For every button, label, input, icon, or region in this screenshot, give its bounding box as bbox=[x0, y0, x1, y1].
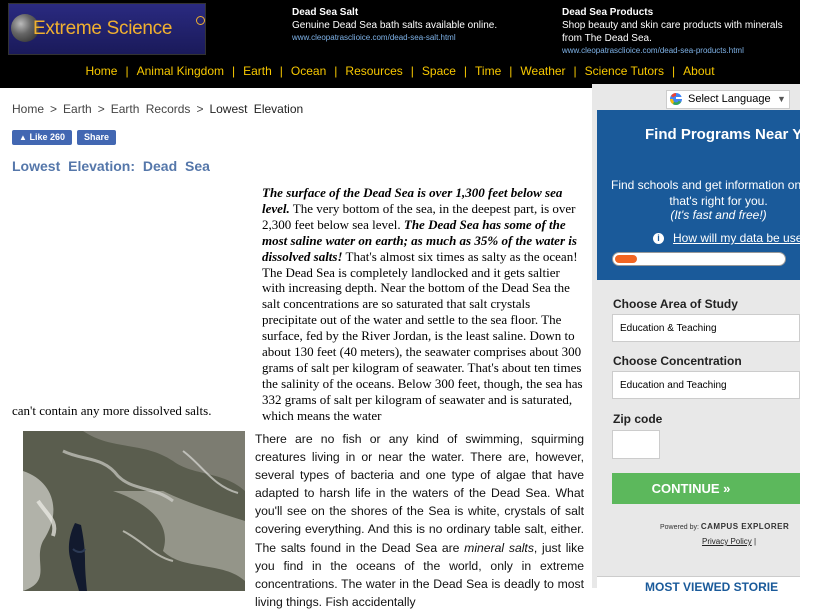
nav-weather[interactable]: Weather bbox=[520, 64, 566, 78]
nav-separator: | bbox=[410, 64, 414, 78]
area-of-study-select[interactable]: Education & Teaching bbox=[612, 314, 800, 342]
form-progress-bar bbox=[612, 252, 786, 266]
find-programs-subtitle-2: that's right for you. bbox=[669, 194, 768, 208]
breadcrumb-earth-records[interactable]: Earth Records bbox=[110, 102, 191, 116]
article-paragraph-1-tail: can't contain any more dissolved salts. bbox=[12, 403, 212, 418]
find-programs-title: Find Programs Near Yo bbox=[645, 126, 811, 143]
emphasis-mineral-salts: mineral salts bbox=[464, 540, 534, 555]
ad-url[interactable]: www.cleopatrasclioice.com/dead-sea-products.html bbox=[562, 46, 744, 55]
emphasis-surface: The surface of the Dead Sea is over 1,300 feet below sea level. bbox=[262, 185, 563, 216]
find-programs-subtitle: Find schools and get information on the bbox=[611, 178, 821, 192]
powered-by-label: Powered by: bbox=[660, 524, 699, 531]
share-label: Share bbox=[83, 132, 109, 142]
nav-separator: | bbox=[279, 64, 283, 78]
ad-description: Genuine Dead Sea bath salts available online. bbox=[292, 20, 498, 31]
privacy-policy-link[interactable]: Privacy Policy bbox=[702, 537, 752, 546]
info-icon: i bbox=[653, 233, 664, 244]
nav-time[interactable]: Time bbox=[475, 64, 502, 78]
site-logo[interactable] bbox=[8, 3, 206, 55]
zip-code-label: Zip code bbox=[613, 412, 663, 426]
nav-animal-kingdom[interactable]: Animal Kingdom bbox=[136, 64, 224, 78]
area-of-study-label: Choose Area of Study bbox=[613, 297, 738, 311]
dropdown-arrow-icon: ▼ bbox=[777, 94, 786, 104]
how-data-used-link[interactable]: How will my data be used? bbox=[673, 231, 816, 245]
ad-title[interactable]: Dead Sea Salt bbox=[292, 7, 359, 18]
privacy-separator: | bbox=[751, 537, 757, 546]
ad-description: Shop beauty and skin care products with minerals from The Dead Sea. bbox=[562, 20, 783, 44]
breadcrumb-earth[interactable]: Earth bbox=[63, 102, 92, 116]
emphasis-salinity: The Dead Sea has some of the most saline water on earth; as much as 35% of the water is dissolved salts! bbox=[262, 216, 577, 264]
breadcrumb-current: Lowest Elevation bbox=[209, 102, 304, 116]
concentration-label: Choose Concentration bbox=[613, 354, 742, 368]
logo-text: Extreme Science bbox=[33, 18, 173, 39]
nav-separator: | bbox=[463, 64, 468, 78]
privacy-row bbox=[702, 537, 756, 546]
facebook-like-button[interactable] bbox=[12, 130, 72, 145]
progress-fill bbox=[615, 255, 637, 263]
nav-separator: | bbox=[573, 64, 577, 78]
main-nav bbox=[0, 64, 800, 84]
ad-dead-sea-products[interactable] bbox=[562, 6, 787, 56]
breadcrumb-home[interactable]: Home bbox=[12, 102, 45, 116]
most-viewed-stories-heading: MOST VIEWED STORIE bbox=[597, 576, 800, 596]
nav-separator: | bbox=[231, 64, 236, 78]
ad-dead-sea-salt[interactable] bbox=[292, 6, 532, 43]
article-paragraph-2: There are no fish or any kind of swimming, squirming creatures living in or near the water. There are, however, several types of bacteria and one type of algae that have adapted to harsh life in the waters of the Dead Sea. What you'll see on the shores of the Sea is white, crystals of salt covering everything. And this is no ordinary table salt, either. The salts found in the Dead Sea are mineral salts, just like you find in the oceans of the world, only in extreme concentrations. The water in the Dead Sea is deadly to most living things. Fish accidentally bbox=[255, 432, 584, 609]
continue-button[interactable]: CONTINUE » bbox=[612, 473, 800, 504]
nav-earth[interactable]: Earth bbox=[243, 64, 272, 78]
campus-explorer-logo[interactable]: CAMPUS EXPLORER bbox=[700, 522, 790, 531]
article-paragraph-1: The surface of the Dead Sea is over 1,300 feet below sea level. The very bottom of the sea, in the deepest part, is over 2,300 feet below sea level. The Dead Sea has some of the most saline water on earth; as much as 35% of the water is dissolved salts! That's almost six times as salty as the ocean! The Dead Sea is completely landlocked and it gets saltier with increasing depth. Near the bottom of the Dead Sea the salt concentrations are so saturated that salt crystals precipitate out of the water and settle to the sea floor. The surface, fed by the River Jordan, is the least saline. Down to about 130 feet (40 meters), the seawater comprises about 300 grams of salt per kilogram of seawater. That's about ten times the salinity of the oceans. Below 300 feet, though, the sea has 332 grams of salt per kilogram of seawater and is saturated, which means the water bbox=[262, 185, 583, 423]
sidebar bbox=[592, 84, 821, 594]
nav-resources[interactable]: Resources bbox=[345, 64, 403, 78]
nav-ocean[interactable]: Ocean bbox=[290, 64, 327, 78]
nav-about[interactable]: About bbox=[683, 64, 715, 78]
nav-home[interactable]: Home bbox=[85, 64, 118, 78]
thumbs-up-icon: ▲ bbox=[19, 133, 27, 142]
site-header bbox=[0, 0, 800, 88]
like-label: Like 260 bbox=[29, 132, 65, 142]
nav-separator: | bbox=[672, 64, 676, 78]
nav-separator: | bbox=[334, 64, 338, 78]
page-title: Lowest Elevation: Dead Sea bbox=[12, 158, 210, 174]
concentration-select[interactable]: Education and Teaching bbox=[612, 371, 800, 399]
ad-title[interactable]: Dead Sea Products bbox=[562, 7, 654, 18]
ad-url[interactable]: www.cleopatrasclioice.com/dead-sea-salt.html bbox=[292, 33, 456, 42]
zip-code-input[interactable] bbox=[612, 430, 660, 459]
breadcrumb: Home > Earth > Earth Records > Lowest Elevation bbox=[12, 102, 304, 116]
nav-separator: | bbox=[125, 64, 129, 78]
facebook-share-button[interactable] bbox=[77, 130, 116, 145]
google-g-icon bbox=[670, 93, 682, 105]
registered-mark-icon bbox=[196, 16, 205, 25]
find-programs-subtitle-3: (It's fast and free!) bbox=[670, 208, 767, 222]
nav-separator: | bbox=[509, 64, 513, 78]
nav-science-tutors[interactable]: Science Tutors bbox=[584, 64, 665, 78]
dead-sea-satellite-image bbox=[23, 431, 245, 591]
main-content bbox=[0, 88, 590, 609]
powered-by bbox=[660, 522, 789, 531]
select-language-label: Select Language bbox=[688, 93, 771, 105]
language-select[interactable] bbox=[666, 90, 790, 109]
nav-space[interactable]: Space bbox=[421, 64, 456, 78]
